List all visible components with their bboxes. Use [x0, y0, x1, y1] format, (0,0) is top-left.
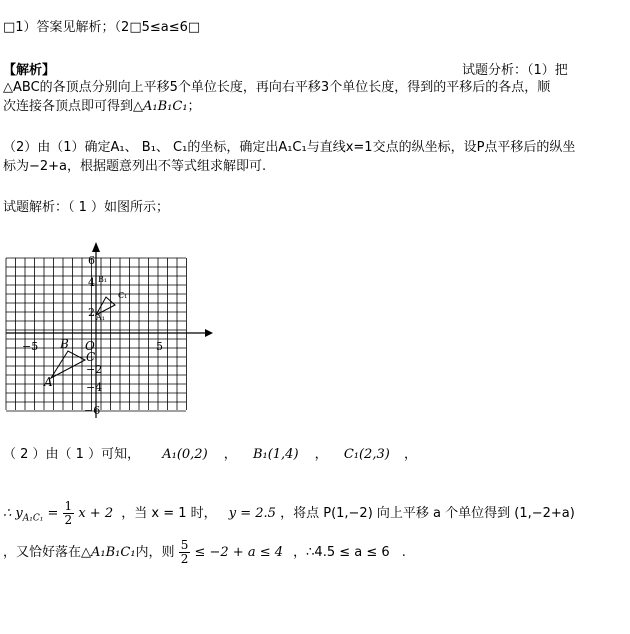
coord-b1: B₁(1,4) — [252, 447, 299, 462]
y-label-neg4: −4 — [86, 381, 103, 394]
y-label-neg2: −2 — [86, 363, 103, 376]
eq-fraction — [63, 500, 75, 527]
eq-sub: A₁C₁ — [22, 513, 44, 524]
eq-translate: ，将点 P(1,−2) 向上平移 a 个单位得到 (1,−2+a) — [280, 506, 575, 521]
falls-triangle: △A₁B₁C₁ — [81, 545, 136, 560]
point-a1-label: A₁ — [96, 313, 105, 322]
coord-a1: A₁(0,2) — [162, 447, 208, 462]
analysis-part2-line2: 标为−2+a，根据题意列出不等式组求解即可. — [3, 159, 267, 174]
analysis-part2-line1: （2）由（1）确定A₁、 B₁、 C₁的坐标，确定出A₁C₁与直线x=1交点的纵坐标，设P点平移后的纵坐 — [3, 140, 576, 155]
coords-prefix: （ 2 ）由（ 1 ）可知， — [3, 447, 141, 462]
point-a-label: A — [44, 375, 53, 389]
analysis-side-label: 试题分析：（1）把 — [462, 63, 568, 78]
x-label-neg5: −5 — [22, 340, 39, 353]
origin-label: O — [85, 339, 95, 353]
triangle-abc — [51, 351, 85, 378]
final-period: . — [401, 545, 406, 560]
coordinate-grid-figure — [0, 240, 215, 425]
analysis-part1-line1: △ABC的各顶点分别向上平移5个单位长度，再向右平移3个单位长度，得到的平移后的各点，顺 — [3, 80, 551, 95]
point-c-label: C — [86, 350, 96, 364]
eq-y-value: y = 2.5 — [228, 506, 276, 521]
ineq-rest: ≤ −2 + a ≤ 4 — [194, 545, 284, 560]
answer-line: □1）答案见解析；（2□5≤a≤6□ — [3, 20, 201, 35]
falls-text-a: ，又恰好落在 — [3, 545, 82, 560]
equation-line — [3, 500, 575, 533]
ineq-fraction — [179, 539, 191, 566]
eq-prefix: ∴ y — [3, 506, 23, 521]
y-label-4: 4 — [88, 276, 95, 289]
coord-c1: C₁(2,3) — [343, 447, 390, 462]
part1-end: ； — [187, 99, 201, 114]
eq-when: ，当 x = 1 时， — [121, 506, 217, 521]
inequality-line — [3, 538, 406, 568]
eq-equals: = — [47, 506, 59, 521]
falls-text-b: 内，则 — [135, 545, 175, 560]
y-label-2: 2 — [88, 306, 95, 319]
point-c1-label: C₁ — [118, 291, 128, 300]
ineq-frac-den: 2 — [180, 552, 189, 566]
eq-frac-den: 2 — [64, 513, 73, 527]
triangle-a1b1c1: △A₁B₁C₁ — [133, 99, 188, 114]
y-label-neg6: −6 — [84, 404, 101, 417]
y-axis-arrow — [92, 242, 100, 252]
x-axis-arrow — [205, 329, 213, 337]
coords-sep-1: ， — [223, 447, 237, 462]
conclusion: ，∴4.5 ≤ a ≤ 6 — [293, 545, 390, 560]
point-b1-label: B₁ — [98, 275, 108, 284]
point-b-label: B — [60, 337, 69, 351]
ineq-frac-num: 5 — [180, 538, 189, 552]
eq-frac-num: 1 — [64, 499, 73, 513]
coords-sep-2: ， — [314, 447, 328, 462]
analysis-header: 【解析】 — [3, 63, 56, 78]
analysis-part1-line2 — [3, 99, 201, 115]
coords-line — [3, 447, 417, 463]
part1-text: 次连接各顶点即可得到 — [3, 99, 134, 114]
coords-end: ， — [403, 447, 417, 462]
eq-rest: x + 2 — [78, 506, 114, 521]
x-label-5: 5 — [156, 340, 163, 353]
solution-intro: 试题解析：（ 1 ）如图所示； — [3, 200, 170, 215]
y-label-6: 6 — [88, 254, 95, 267]
